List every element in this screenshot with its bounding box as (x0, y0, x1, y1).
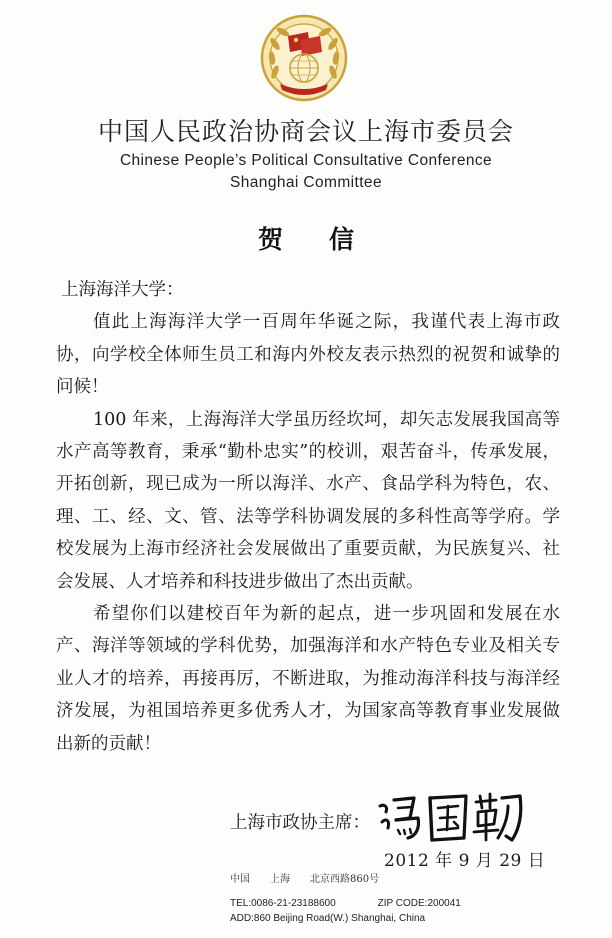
paragraph-history: 100 年来，上海海洋大学虽历经坎坷，却矢志发展我国高等水产高等教育，秉承“勤朴忠实”的校训，艰苦奋斗，传承发展，开拓创新，现已成为一所以海洋、水产、食品学科为特色，农、理、工、经、文、管、法等学科协调发展的多科性高等学府。学校发展为上海市经济社会发展做出了重要贡献，为民族复兴、社会发展、人才培养和科技进步做出了杰出贡献。 (56, 409, 560, 592)
org-name-english-line2: Shanghai Committee (230, 174, 382, 191)
paragraph-hopes: 希望你们以建校百年为新的起点，进一步巩固和发展在水产、海洋等领域的学科优势，加强海洋和水产特色专业及相关专业人才的培养，再接再厉，不断进取，为推动海洋科技与海洋经济发展，为祖国培养更多优秀人才，为国家高等教育事业发展做出新的贡献！ (56, 604, 560, 754)
letter-date: 2012 年 9 月 29 日 (384, 851, 546, 871)
footer-telephone: TEL:0086-21-23188600 (230, 898, 336, 909)
footer-address-english: ADD:860 Beijing Road(W.) Shanghai, China (230, 913, 426, 924)
footer-zip-code: ZIP CODE:200041 (377, 898, 461, 909)
org-name-english-line1: Chinese People’s Political Consultative Conference (119, 152, 493, 169)
cppcc-emblem-icon (260, 14, 348, 102)
footer-contact (230, 898, 461, 909)
footer-address-chinese: 中国 上海 北京西路860号 (230, 874, 380, 885)
handwritten-signature (374, 788, 524, 844)
signature-block (230, 788, 524, 844)
salutation: 上海海洋大学： (61, 280, 184, 300)
paragraph-congratulations: 值此上海海洋大学一百周年华诞之际，我谨代表上海市政协，向学校全体师生员工和海内外校友表示热烈的祝贺和诚挚的问候！ (56, 312, 560, 398)
letter-title: 贺信 (257, 225, 400, 254)
letter-body (56, 274, 560, 760)
signatory-title: 上海市政协主席： (230, 812, 370, 833)
org-name-chinese: 中国人民政治协商会议上海市委员会 (97, 117, 514, 146)
